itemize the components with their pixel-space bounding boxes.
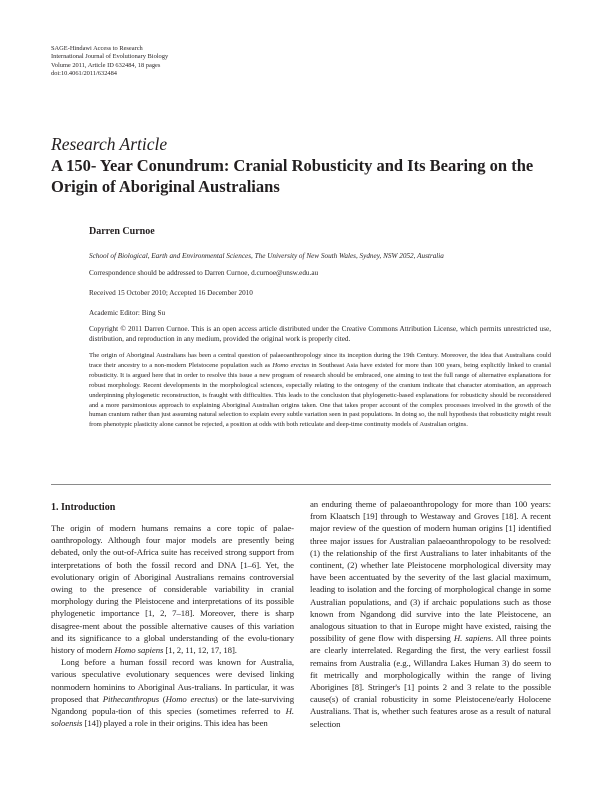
- journal-header-journal: International Journal of Evolutionary Biology: [51, 53, 169, 61]
- intro-p2-genus: Pithecanthropus: [102, 693, 160, 704]
- copyright-notice: Copyright © 2011 Darren Curnoe. This is an open access article distributed under the Creative Commons Attribution License, which permits unrestricted use, distribution, and reproduction in any medium, provided the original work is properly cited.: [89, 325, 551, 343]
- right-col-species: H. sapiens: [453, 633, 492, 644]
- abstract-species: Homo erectus: [272, 361, 310, 369]
- intro-p1-text-b: [1, 2, 11, 12, 17, 18].: [163, 645, 237, 656]
- journal-header-volume: Volume 2011, Article ID 632484, 18 pages: [51, 61, 161, 69]
- left-column: [51, 522, 294, 729]
- author-affiliation: School of Biological, Earth and Environmental Sciences, The University of New South Wales, Sydney, NSW 2052, Australia: [89, 252, 444, 260]
- section-heading-introduction: 1. Introduction: [51, 502, 116, 513]
- intro-paragraph-continued: [310, 498, 551, 730]
- intro-p2-text-b: (: [159, 693, 166, 704]
- journal-header-doi: doi:10.4061/2011/632484: [51, 70, 117, 78]
- correspondence: Correspondence should be addressed to Darren Curnoe, d.curnoe@unsw.edu.au: [89, 269, 319, 277]
- right-col-text-b: . All three points are clearly interrelated. Regarding the first, the very earliest fossil remains from Australia (e.g., Willandra Lakes Human 3) do seem to fit metrically and morphologically within the range of living Aborigines [8]. Stringer's [1] points 2 and 3 relate to the possible cause(s) of cranial robusticity in some Pleistocene/early Holocene Australians. That is, whether such features arose as a result of natural selection: [310, 633, 551, 729]
- paper-title: A 150- Year Conundrum: Cranial Robusticity and Its Bearing on the Origin of Aboriginal Australians: [51, 156, 534, 196]
- intro-p1-text-a: The origin of modern humans remains a core topic of palae-oanthropology. Although four major models are presently being debated, only the out-of-Africa suite has received strong support from interpretations of both the fossil record and DNA [1–6]. Yet, the evolutionary origin of Aboriginal Australians remains controversial owing to the presence of considerable variability in cranial morphology during the Pleistocene and interpretations of its possible phylogenetic importance [1, 2, 7–18]. Moreover, there is sharp disagree-ment about the possible alternative causes of this variation and its significance to a global understanding of the evolu-tionary history of modern: [51, 523, 294, 656]
- intro-p1-species: Homo sapiens: [114, 645, 164, 656]
- intro-p2-species-2: H. soloensis: [51, 706, 294, 729]
- abstract-text-1: The origin of Aboriginal Australians has been a central question of palaeoanthropology since its inception during the 19th Century. Moreover, the idea that Australians could trace their ancestry to a non-modern Pleistocene population such as: [89, 352, 551, 369]
- article-type: Research Article: [51, 134, 168, 154]
- right-column: [310, 498, 551, 730]
- abstract: [89, 351, 551, 430]
- journal-header: [51, 45, 168, 79]
- section-divider: [51, 484, 551, 485]
- academic-editor: Academic Editor: Bing Su: [89, 309, 166, 317]
- received-accepted-dates: Received 15 October 2010; Accepted 16 December 2010: [89, 289, 253, 297]
- author-name: Darren Curnoe: [89, 226, 155, 237]
- intro-p2-text-a: Long before a human fossil record was known for Australia, various speculative evolutionary sequences were devised linking nonmodern hominins to Aboriginal Aus-tralians. In particular, it was proposed that: [51, 657, 294, 704]
- intro-p2-text-c: ) or the late-surviving Ngandong popula-tion of this species (sometimes referred to: [51, 693, 294, 717]
- journal-header-publisher: SAGE-Hindawi Access to Research: [51, 45, 143, 52]
- intro-p2-species-1: Homo erectus: [165, 693, 215, 704]
- abstract-text-2: in Southeast Asia have existed for more than 100 years, being explicitly linked to cranial robusticity. It is argued here that in order to resolve this issue a new program of research should be embraced, one aiming to test the full range of alternative explanations for robust morphology. Recent developments in the morphological sciences, especially relating to the ontogeny of the cranium indicate that character atomisation, an approach underpinning phylogenetic reconstruction, is fraught with difficulties. This leads to the conclusion that phylogenetic-based explanations for robusticity should be reconsidered and a more parsimonious approach to explaining Aboriginal Australian origins taken. One that takes proper account of the complex processes involved in the growth of the human cranium rather than just assuming natural selection to explain every subtle variation seen in past populations. In doing so, the null hypothesis that robusticity might result from phenotypic plasticity alone cannot be rejected, a position at odds with both reticulate and deep-time continuity models of Australian origins.: [89, 361, 551, 429]
- intro-p2-text-d: [14]) played a role in their origins. This idea has been: [82, 718, 268, 729]
- intro-paragraph-2: [51, 656, 294, 729]
- right-col-text-a: an enduring theme of palaeoanthropology for more than 100 years: from Klaatsch [19] through to Westaway and Groves [18]. A recent major review of the question of modern human origins [1] identified three major issues for Australian palaeoanthropology to be resolved: (1) the relationship of the first Australians to later inhabitants of the continent, (2) whether late Pleistocene morphological diversity may have been accentuated by the severity of the last glacial maximum, leading to isolation and the forcing of morphological change in some Australian populations, and (3) if archaic populations such as those known from Ngandong did survive into the late Pleistocene, an analogous situation to that in Europe might have existed, raising the possibility of gene flow with dispersing: [310, 499, 551, 644]
- intro-paragraph-1: [51, 522, 294, 656]
